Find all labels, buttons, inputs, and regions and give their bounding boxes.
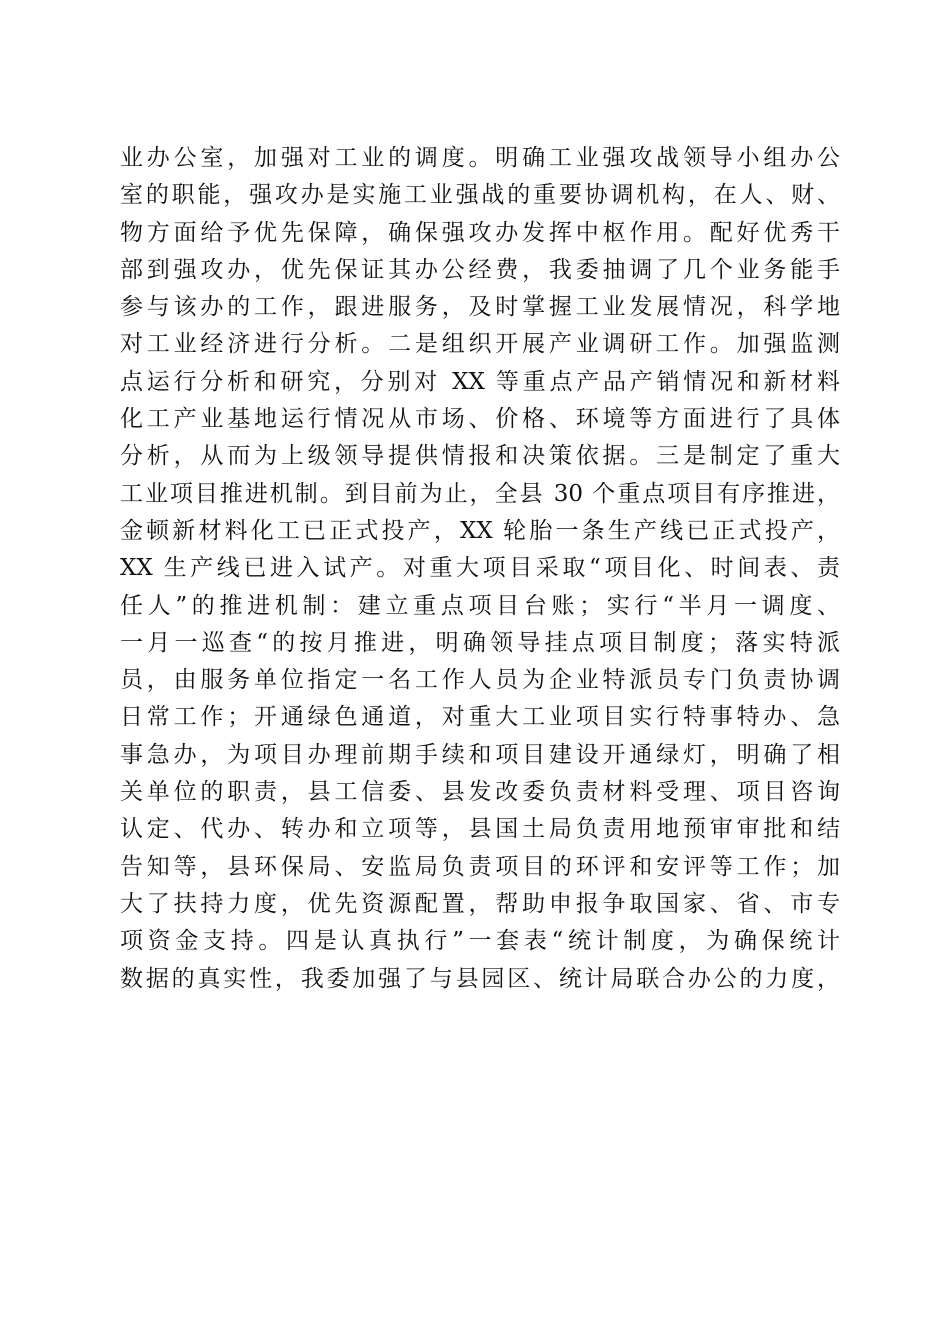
text-line: 室的职能，强攻办是实施工业强战的重要协调机构，在人、财、 xyxy=(120,182,840,209)
text-line: 事急办，为项目办理前期手续和项目建设开通绿灯，明确了相 xyxy=(120,741,840,768)
text-line: 关单位的职责，县工信委、县发改委负责材料受理、项目咨询 xyxy=(120,779,840,806)
text-line: 参与该办的工作，跟进服务，及时掌握工业发展情况，科学地 xyxy=(120,294,840,321)
text-line: 业办公室，加强对工业的调度。明确工业强攻战领导小组办公 xyxy=(120,145,840,171)
text-line: 金顿新材料化工已正式投产，XX 轮胎一条生产线已正式投产， xyxy=(120,517,840,544)
text-line: 数据的真实性，我委加强了与县园区、统计局联合办公的力度， xyxy=(120,965,840,992)
text-line: 点运行分析和研究，分别对 XX 等重点产品产销情况和新材料 xyxy=(120,368,840,395)
text-line: 物方面给予优先保障，确保强攻办发挥中枢作用。配好优秀干 xyxy=(120,219,840,246)
text-line: 化工产业基地运行情况从市场、价格、环境等方面进行了具体 xyxy=(120,406,840,433)
text-line: 一月一巡查“的按月推进，明确领导挂点项目制度；落实特派 xyxy=(120,629,840,656)
text-line: 任人”的推进机制：建立重点项目台账；实行“半月一调度、 xyxy=(120,592,840,619)
text-line: 分析，从而为上级领导提供情报和决策依据。三是制定了重大 xyxy=(120,443,840,470)
text-line: 项资金支持。四是认真执行”一套表“统计制度，为确保统计 xyxy=(120,928,840,955)
text-line: XX 生产线已进入试产。对重大项目采取“项目化、时间表、责 xyxy=(120,555,840,582)
text-line: 工业项目推进机制。到目前为止，全县 30 个重点项目有序推进， xyxy=(120,480,840,507)
text-line: 大了扶持力度，优先资源配置，帮助申报争取国家、省、市专 xyxy=(120,890,840,917)
text-line: 认定、代办、转办和立项等，县国土局负责用地预审审批和结 xyxy=(120,816,840,843)
text-line: 部到强攻办，优先保证其办公经费，我委抽调了几个业务能手 xyxy=(120,256,840,283)
text-line: 日常工作；开通绿色通道，对重大工业项目实行特事特办、急 xyxy=(120,704,840,731)
text-line: 对工业经济进行分析。二是组织开展产业调研工作。加强监测 xyxy=(120,331,840,358)
body-paragraph xyxy=(120,140,840,998)
text-line: 告知等，县环保局、安监局负责项目的环评和安评等工作；加 xyxy=(120,853,840,880)
text-line: 员，由服务单位指定一名工作人员为企业特派员专门负责协调 xyxy=(120,667,840,694)
